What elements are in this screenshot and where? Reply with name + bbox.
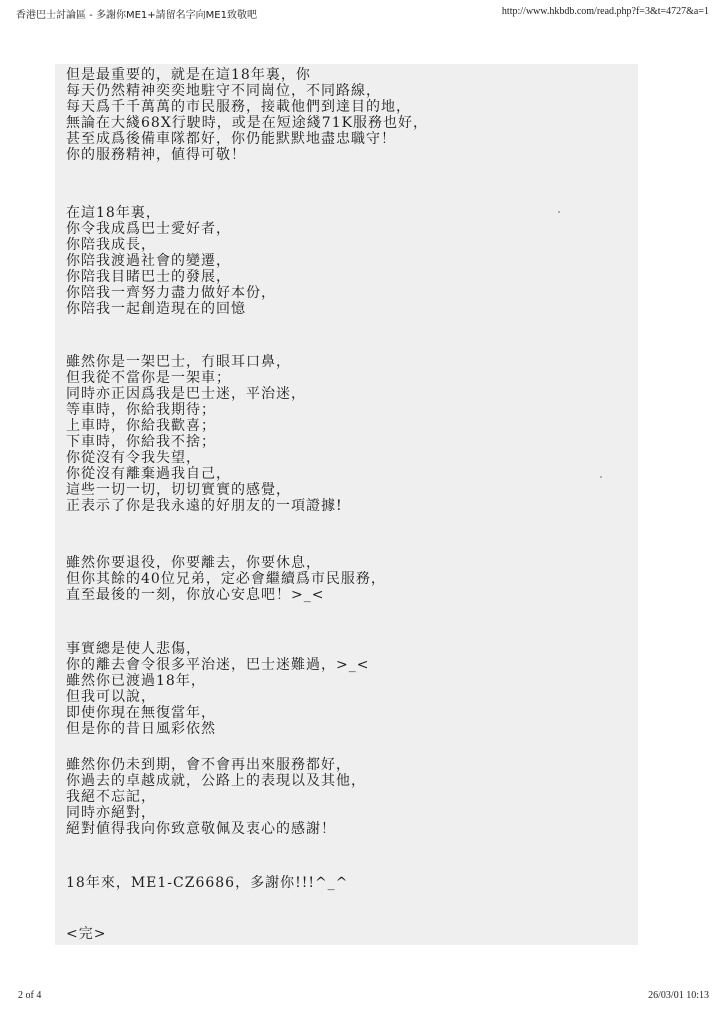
page-header-title: 香港巴士討論區 - 多謝你ME1+請留名字向ME1致敬吧 (16, 10, 257, 21)
stanza (66, 757, 366, 837)
text-line: 下車時，你給我不捨； (66, 434, 216, 450)
stanza (66, 875, 348, 891)
text-line: 每天爲千千萬萬的市民服務，接載他們到達目的地， (66, 99, 411, 115)
text-line: 正表示了你是我永遠的好朋友的一項證據! (66, 498, 343, 514)
stanza (66, 555, 386, 603)
text-line: 但我從不當你是一架車； (66, 370, 231, 386)
text-line: 但我可以說， (66, 689, 156, 705)
text-line: 你的離去會令很多平治迷，巴士迷難過，>_< (66, 657, 370, 673)
print-datetime: 26/03/01 10:13 (648, 990, 709, 1001)
text-line: 但是你的昔日風彩依然 (66, 721, 216, 737)
text-line: 每天仍然精神奕奕地駐守不同崗位，不同路線， (66, 83, 381, 99)
text-line: 事實總是使人悲傷， (66, 641, 201, 657)
page-header-url: http://www.hkbdb.com/read.php?f=3&t=4727&a=1 (501, 6, 709, 17)
stanza (66, 354, 343, 514)
text-line: 雖然你仍未到期，會不會再出來服務都好， (66, 757, 351, 773)
page-number: 2 of 4 (18, 990, 42, 1001)
text-line: 這些一切一切，切切實實的感覺， (66, 482, 291, 498)
text-line: 甚至成爲後備車隊都好，你仍能默默地盡忠職守！ (66, 131, 396, 147)
text-line: 在這18年裏， (66, 205, 161, 221)
text-line: 你陪我渡過社會的變遷， (66, 253, 231, 269)
stanza (66, 926, 106, 942)
text-line: 同時亦正因爲我是巴士迷，平治迷， (66, 386, 306, 402)
scan-speck (600, 476, 602, 478)
text-line: 同時亦絕對， (66, 805, 156, 821)
text-line: 等車時，你給我期待； (66, 402, 216, 418)
text-line: 直至最後的一刻，你放心安息吧！>_< (66, 587, 325, 603)
scan-speck (558, 211, 560, 213)
text-line: 絕對値得我向你致意敬佩及衷心的感謝！ (66, 821, 336, 837)
text-line: 18年來，ME1-CZ6686，多謝你!!!^_^ (66, 875, 349, 891)
text-line: 你陪我目睹巴士的發展， (66, 269, 231, 285)
text-line: 你陪我成長， (66, 237, 156, 253)
text-line: 但你其餘的40位兄弟，定必會繼續爲市民服務， (66, 571, 386, 587)
stanza (66, 67, 428, 163)
text-line: 你陪我一起創造現在的回憶 (66, 301, 246, 317)
text-line: <完> (66, 926, 107, 942)
text-line: 但是最重要的，就是在這18年裏，你 (66, 67, 311, 83)
stanza (66, 205, 276, 317)
text-line: 你過去的卓越成就，公路上的表現以及其他， (66, 773, 366, 789)
text-line: 雖然你是一架巴士，冇眼耳口鼻， (66, 354, 291, 370)
text-line: 無論在大綫68X行駛時，或是在短途綫71K服務也好， (66, 115, 429, 131)
text-line: 你令我成爲巴士愛好者， (66, 221, 231, 237)
text-line: 你陪我一齊努力盡力做好本份， (66, 285, 276, 301)
text-line: 你從沒有離棄過我自己， (66, 466, 231, 482)
text-line: 雖然你要退役，你要離去，你要休息， (66, 555, 321, 571)
text-line: 即使你現在無復當年， (66, 705, 216, 721)
stanza (66, 641, 369, 737)
text-line: 你的服務精神，値得可敬！ (66, 147, 246, 163)
text-line: 我絕不忘記， (66, 789, 156, 805)
text-line: 你從沒有令我失望， (66, 450, 201, 466)
text-line: 上車時，你給我歡喜； (66, 418, 216, 434)
text-line: 雖然你已渡過18年， (66, 673, 206, 689)
